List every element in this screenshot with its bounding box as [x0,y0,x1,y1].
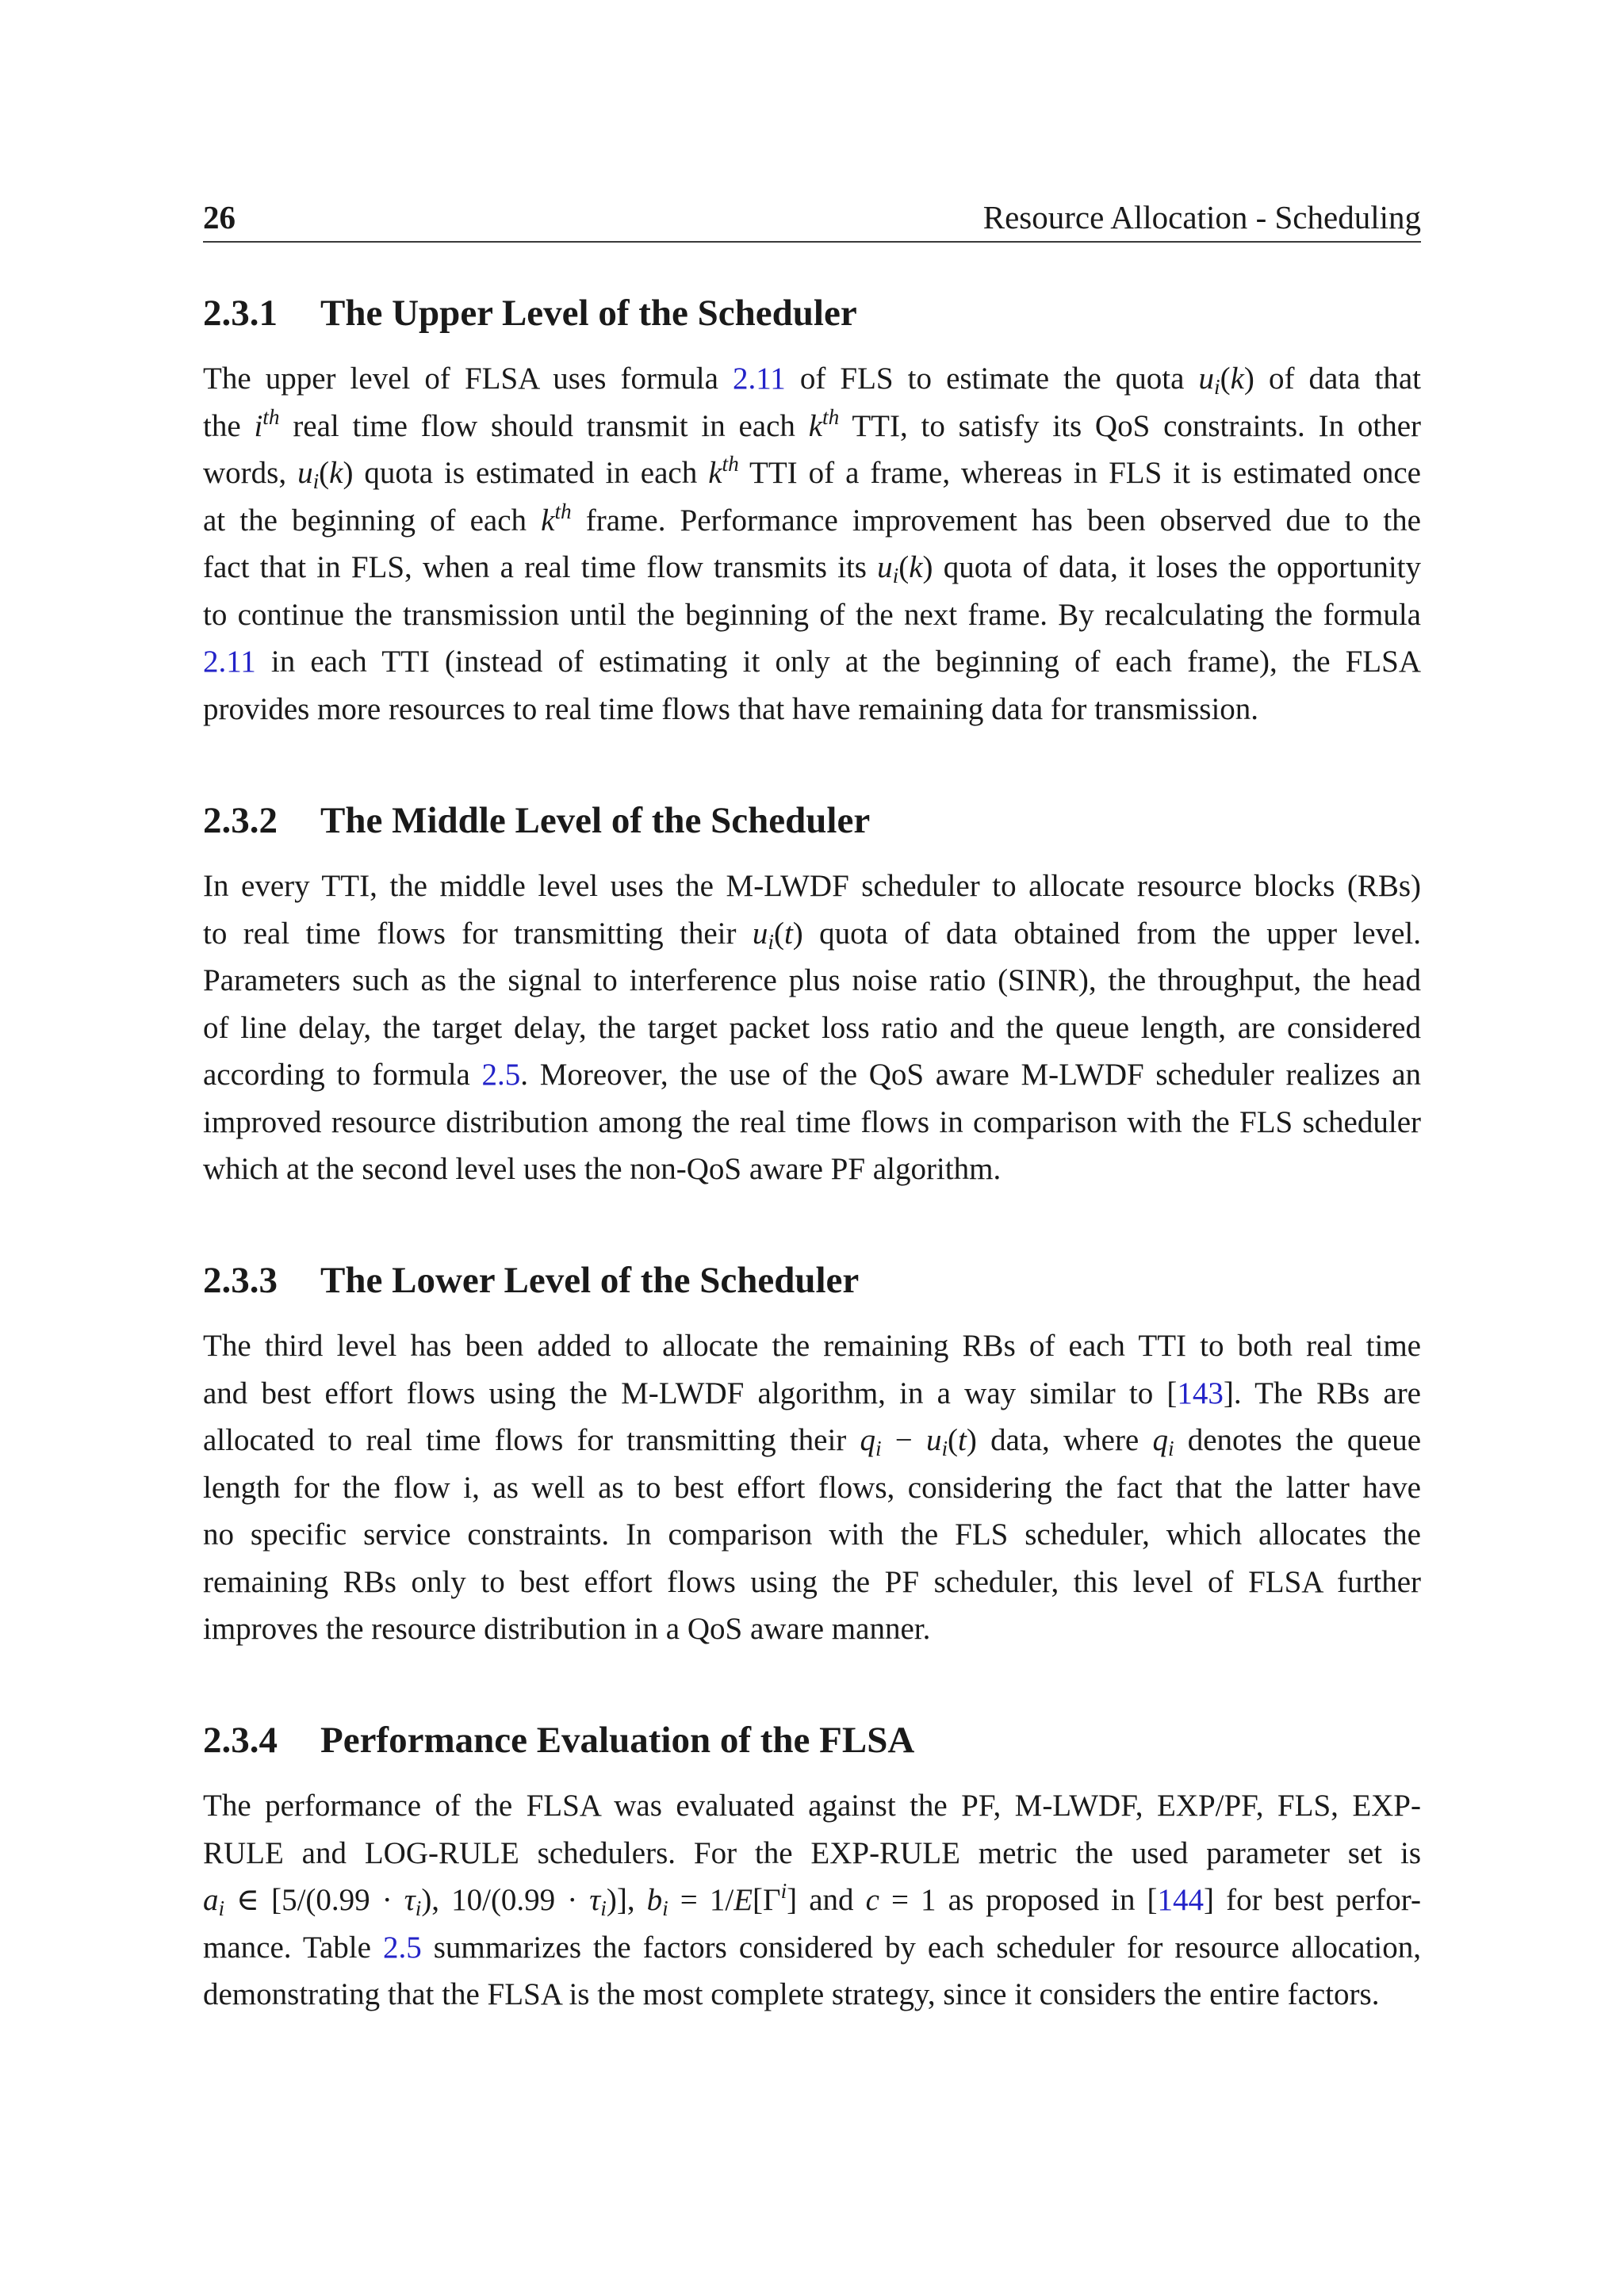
section-2-3-1 [203,285,1421,733]
text-line: The third level has been added to allocate the remaining RBs of each TTI to both real time [203,1329,1421,1363]
citation-link[interactable]: 143 [1177,1376,1224,1410]
text-line: fact that in FLS, when a real time flow transmits its $u_i(k)$ quota of data, it loses the opportunity [203,550,1421,587]
section-title: The Upper Level of the Scheduler [320,293,857,334]
text-line: In every TTI, the middle level uses the M-LWDF scheduler to allocate resource blocks (RBs) [203,869,1421,903]
section-number: 2.3.1 [203,293,278,334]
text-line: which at the second level uses the non-QoS aware PF algorithm. [203,1152,1002,1186]
text-line: at the beginning of each $k^{th}$ frame. Performance improvement has been observed due to the [203,499,1421,538]
citation-link[interactable]: 144 [1157,1883,1205,1917]
text-line: the $i^{th}$ real time flow should transmit in each $k^{th}$ TTI, to satisfy its QoS constraints. In other [203,404,1421,443]
text-line: allocated to real time flows for transmitting their $q_i - u_i(t)$ data, where $q_i$ denotes the queue [203,1423,1422,1460]
text-line: The performance of the FLSA was evaluated against the PF, M-LWDF, EXP/PF, FLS, EXP- [203,1789,1421,1823]
text-line: and best effort flows using the M-LWDF algorithm, in a way similar to [143]. The RBs are [203,1376,1421,1410]
section-2-3-3 [203,1253,1421,1653]
text-line: Parameters such as the signal to interference plus noise ratio (SINR), the throughput, the head [203,963,1421,997]
formula-reference-link[interactable]: 2.11 [732,362,786,396]
page-number: 26 [203,199,236,235]
text-line: demonstrating that the FLSA is the most complete strategy, since it considers the entire factors. [203,1977,1380,2011]
text-line: to continue the transmission until the beginning of the next frame. By recalculating the formula [203,597,1421,632]
section-heading [203,1253,1421,1308]
paragraph [203,1322,1421,1653]
text-line: provides more resources to real time flows that have remaining data for transmission. [203,691,1259,726]
section-number: 2.3.3 [203,1260,278,1301]
text-line: according to formula 2.5. Moreover, the use of the QoS aware M-LWDF scheduler realizes an [203,1058,1421,1092]
running-header [203,193,1421,243]
section-2-3-4 [203,1712,1421,2019]
running-title: Resource Allocation - Scheduling [982,199,1421,235]
text-line: of line delay, the target delay, the target packet loss ratio and the queue length, are considered [203,1010,1421,1045]
section-title: The Middle Level of the Scheduler [320,800,871,841]
section-title: Performance Evaluation of the FLSA [320,1720,915,1761]
text-line: length for the flow i, as well as to best effort flows, considering the fact that the latter have [203,1470,1421,1505]
paragraph [203,355,1421,733]
text-line: words, $u_i(k)$ quota is estimated in each $k^{th}$ TTI of a frame, whereas in FLS it is estimated once [203,452,1421,493]
section-heading [203,285,1421,341]
text-line: to real time flows for transmitting their $u_i(t)$ quota of data obtained from the upper level. [203,916,1421,954]
section-title: The Lower Level of the Scheduler [320,1260,860,1301]
text-line: RULE and LOG-RULE schedulers. For the EXP-RULE metric the used parameter set is [203,1835,1421,1870]
text-line: The upper level of FLSA uses formula 2.11 of FLS to estimate the quota $u_i(k)$ of data that [203,362,1422,399]
text-line: $a_i$ ∈ [$5/(0.99 \cdot \tau_i)$, $10/(0.99 \cdot \tau_i)$], $b_i = 1/E[\Gamma^i]$ and c = 1 as proposed in [144] for best perfor- [203,1879,1421,1920]
section-heading [203,1712,1421,1768]
section-number: 2.3.4 [203,1720,278,1761]
text-line: improved resource distribution among the real time flows in comparison with the FLS scheduler [203,1104,1421,1139]
paragraph [203,863,1421,1193]
formula-reference-link[interactable]: 2.11 [203,645,256,679]
text-line: improves the resource distribution in a QoS aware manner. [203,1612,931,1646]
text-line: no specific service constraints. In comparison with the FLS scheduler, which allocates the [203,1517,1421,1552]
paragraph [203,1782,1421,2019]
section-2-3-2 [203,793,1421,1193]
text-line: mance. Table 2.5 summarizes the factors considered by each scheduler for resource allocation, [203,1930,1421,1965]
table-reference-link[interactable]: 2.5 [382,1930,422,1965]
section-heading [203,793,1421,848]
section-number: 2.3.2 [203,800,278,841]
text-line: remaining RBs only to best effort flows using the PF scheduler, this level of FLSA further [203,1564,1421,1599]
formula-reference-link[interactable]: 2.5 [481,1058,521,1092]
text-line: 2.11 in each TTI (instead of estimating it only at the beginning of each frame), the FLSA [203,645,1421,679]
